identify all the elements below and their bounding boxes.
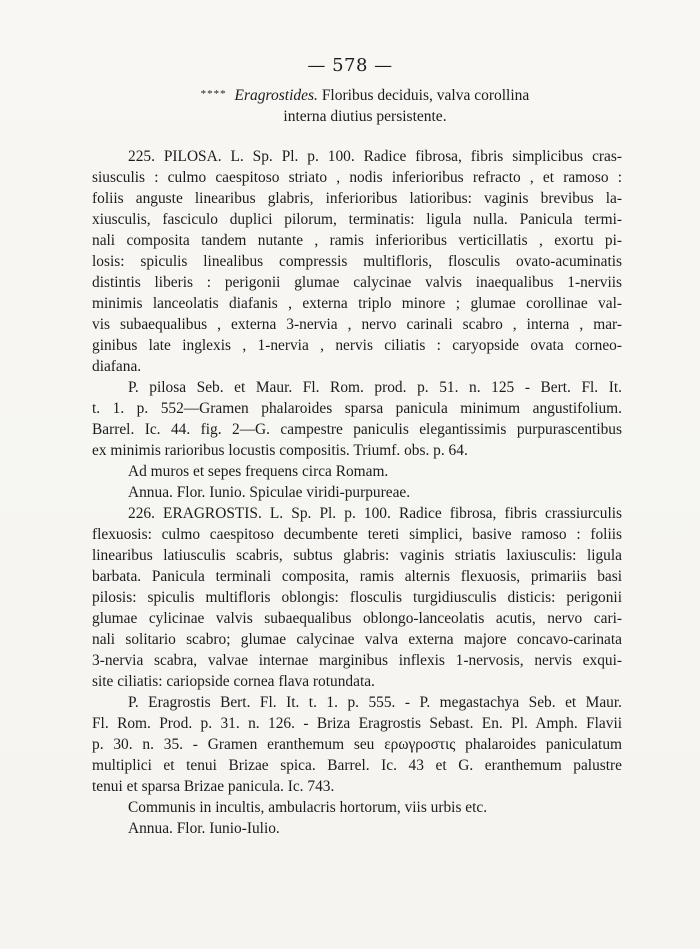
paragraph: [92, 818, 622, 839]
section-stars: ****: [200, 88, 227, 100]
section-subtitle: Floribus deciduis, valva corollina: [321, 87, 530, 104]
text-line: Annua. Flor. Iunio. Spiculae viridi-purpureae.: [128, 484, 411, 501]
paragraph: [92, 377, 622, 461]
text-line: vis subaequalibus , externa 3-nervia , nervo carinali scabro , interna , mar-: [92, 316, 622, 333]
text-line: nali solitario scabro; glumae calycinae valva externa majore concavo-carinata: [92, 631, 622, 648]
text-line: barbata. Panicula terminali composita, ramis alternis flexuosis, primariis basi: [92, 568, 622, 585]
text-line: Communis in incultis, ambulacris hortorum, viis urbis etc.: [128, 799, 488, 816]
section-title: Eragrostides.: [234, 87, 318, 104]
text-line: 225. PILOSA. L. Sp. Pl. p. 100. Radice fibrosa, fibris simplicibus cras-: [128, 148, 622, 165]
paragraph: [92, 503, 622, 692]
text-line: multiplici et tenui Brizae spica. Barrel. Ic. 43 et G. eranthemum palustre: [92, 757, 622, 774]
text-line: 226. ERAGROSTIS. L. Sp. Pl. p. 100. Radice fibrosa, fibris crassiurculis: [128, 505, 622, 522]
text-line: distintis liberis : perigonii glumae calycinae valvis inaequalibus 1-nerviis: [92, 274, 622, 291]
text-line: Ad muros et sepes frequens circa Romam.: [128, 463, 389, 480]
text-line: xiusculis, fasciculo duplici pilorum, terminatis: ligula nulla. Panicula termi-: [92, 211, 622, 228]
paragraph: [92, 146, 622, 377]
text-line: ginibus late inglexis , 1-nervia , nervis ciliatis : caryopside ovata corneo-: [92, 337, 622, 354]
page-number: — 578 —: [307, 55, 393, 76]
text-line: 3-nervia scabra, valvae internae marginibus inflexis 1-nervosis, nervis exqui-: [92, 652, 622, 669]
text-line: p. 30. n. 35. - Gramen eranthemum seu ερωγροστις phalaroides paniculatum: [92, 736, 622, 753]
paragraph: [92, 482, 622, 503]
section-heading: [150, 84, 580, 127]
section-heading-line-2: interna diutius persistente.: [283, 108, 447, 125]
text-line: P. Eragrostis Bert. Fl. It. t. 1. p. 555. - P. megastachya Seb. et Maur.: [128, 694, 622, 711]
section-heading-line-1: [150, 84, 580, 106]
text-line: nali composita tandem nutante , ramis inferioribus verticillatis , exortu pi-: [92, 232, 622, 249]
text-line: Barrel. Ic. 44. fig. 2—G. campestre paniculis elegantissimis purpurascentibus: [92, 421, 622, 438]
text-line: glumae cylicinae valvis subaequalibus oblongo-lanceolatis acutis, nervo cari-: [92, 610, 622, 627]
text-line: Fl. Rom. Prod. p. 31. n. 126. - Briza Eragrostis Sebast. En. Pl. Amph. Flavii: [92, 715, 622, 732]
text-line: losis: spiculis linealibus compressis multifloris, flosculis ovato-acuminatis: [92, 253, 622, 270]
text-line: P. pilosa Seb. et Maur. Fl. Rom. prod. p. 51. n. 125 - Bert. Fl. It.: [128, 379, 622, 396]
text-line: pilosis: spiculis multifloris oblongis: flosculis turgidiusculis disticis: perigonii: [92, 589, 622, 606]
text-line: siusculis : culmo caespitoso striato , nodis inferioribus refracto , et ramoso :: [92, 169, 622, 186]
text-line: linearibus latiusculis scabris, subtus glabris: vaginis striatis laxiusculis: ligula: [92, 547, 622, 564]
paragraph: [92, 692, 622, 797]
text-line: site ciliatis: cariopside cornea flava rotundata.: [92, 673, 375, 690]
paragraph: [92, 797, 622, 818]
text-line: minimis lanceolatis diafanis , externa triplo minore ; glumae corollinae val-: [92, 295, 622, 312]
body-text: [92, 146, 622, 839]
text-line: Annua. Flor. Iunio-Iulio.: [128, 820, 280, 837]
text-line: t. 1. p. 552—Gramen phalaroides sparsa panicula minimum angustifolium.: [92, 400, 622, 417]
text-line: foliis anguste linearibus glabris, inferioribus latioribus: vaginis brevibus la-: [92, 190, 622, 207]
text-line: ex minimis rarioribus locustis compositis. Triumf. obs. p. 64.: [92, 442, 468, 459]
text-line: flexuosis: culmo caespitoso decumbente tereti simplici, basive ramoso : foliis: [92, 526, 622, 543]
text-line: tenui et sparsa Brizae panicula. Ic. 743.: [92, 778, 335, 795]
paragraph: [92, 461, 622, 482]
text-line: diafana.: [92, 358, 142, 375]
